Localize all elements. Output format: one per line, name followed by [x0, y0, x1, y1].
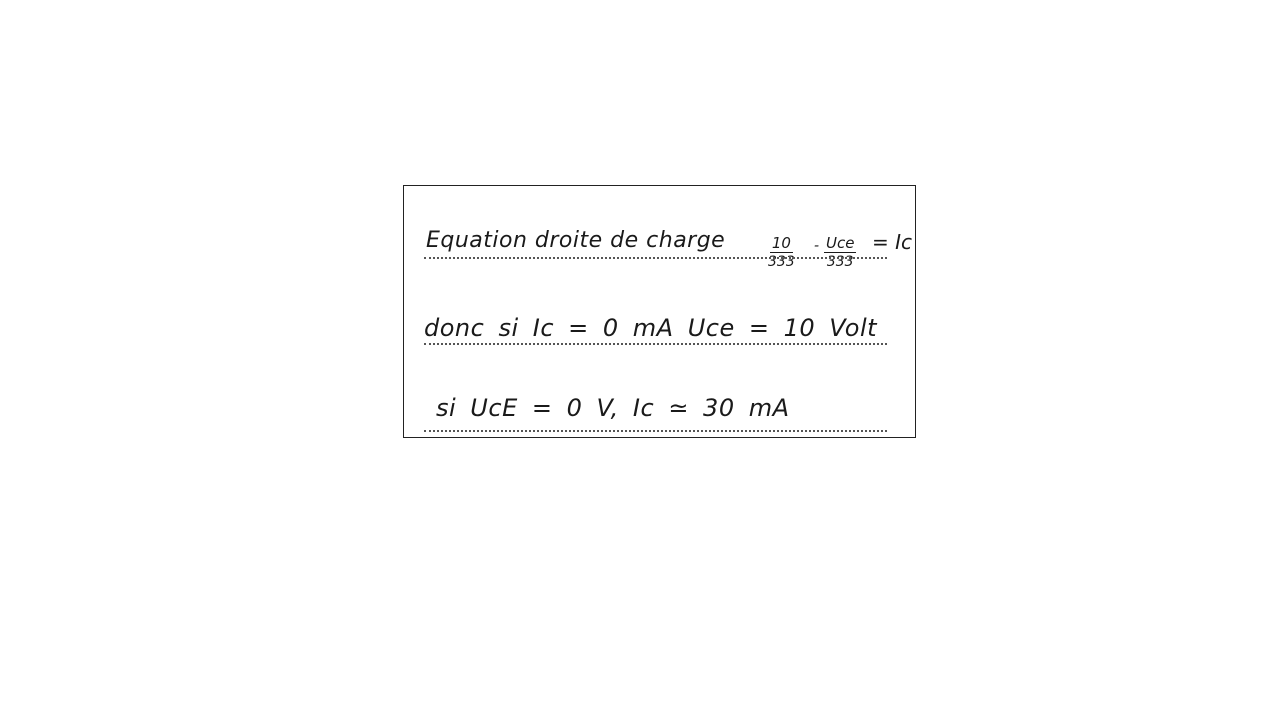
minus-sign: - — [814, 238, 820, 254]
dotted-line-3 — [424, 429, 887, 432]
dotted-line-1 — [424, 256, 887, 259]
dotted-line-2 — [424, 342, 887, 345]
fraction2-denominator: 333 — [826, 254, 854, 270]
line1-text: Equation droite de charge — [426, 228, 726, 253]
fraction-10-over-333 — [768, 234, 795, 271]
fraction2-numerator: Uce — [826, 234, 855, 252]
answer-box — [403, 185, 916, 438]
fraction1-numerator: 10 — [771, 234, 791, 252]
fraction1-denominator: 333 — [768, 254, 795, 270]
line1-result: = Ic — [872, 230, 913, 254]
line3-text: si UcE = 0 V, Ic ≃ 30 mA — [436, 394, 790, 422]
line2-text: donc si Ic = 0 mA Uce = 10 Volt — [424, 314, 878, 342]
fraction-uce-over-333 — [824, 234, 856, 271]
